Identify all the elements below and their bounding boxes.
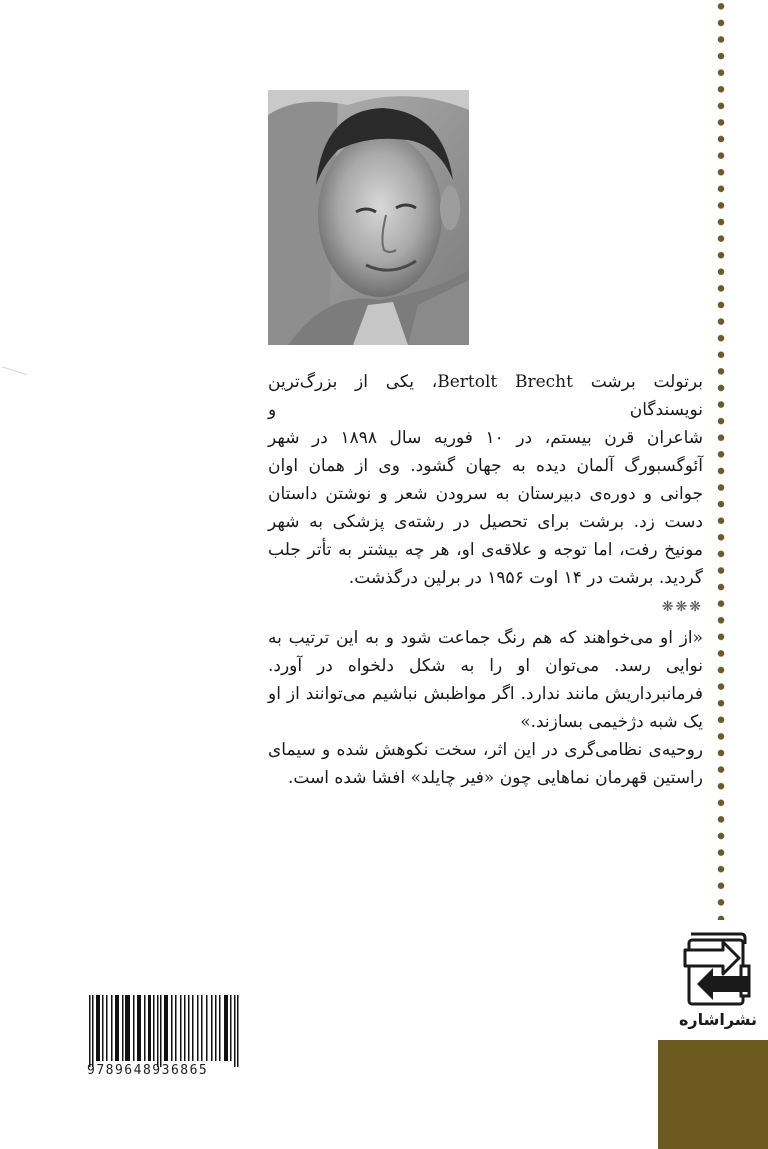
- book-arrows-icon: [683, 928, 753, 1008]
- commentary: [268, 736, 703, 792]
- bio-line: گردید. برشت در ۱۴ اوت ۱۹۵۶ در برلین درگذشت.: [348, 568, 703, 588]
- bio-line: شاعران قرن بیستم، در ۱۰ فوریه سال ۱۸۹۸ در شهر: [268, 428, 703, 448]
- author-bio: [268, 368, 703, 592]
- bio-line: آئوگسبورگ آلمان دیده به جهان گشود. وی از همان اوان: [268, 456, 703, 476]
- commentary-line: راستین قهرمان نماهایی چون «فیر چایلد» افشا شده است.: [287, 768, 703, 788]
- scratch-mark: [0, 366, 27, 384]
- bio-line: دست زد. برشت برای تحصیل در رشته‌ی پزشکی به شهر: [268, 512, 703, 532]
- quote-line: فرمانبرداریش مانند ندارد. اگر مواظبش نباشیم می‌توانند از او: [268, 684, 703, 704]
- quote-line: یک شبه دژخیمی بسازند.»: [520, 712, 703, 732]
- portrait-image: [268, 90, 469, 345]
- bio-line: برتولت برشت Bertolt Brecht، یکی از بزرگ‌ترین نویسندگان و: [268, 372, 703, 420]
- bio-line: مونیخ رفت، اما توجه و علاقه‌ی او، هر چه بیشتر به تأتر جلب: [268, 540, 703, 560]
- isbn-barcode: [87, 995, 242, 1081]
- dotted-border: [716, 0, 726, 920]
- quote-line: «از او می‌خواهند که هم رنگ جماعت شود و به این ترتیب به: [268, 628, 703, 648]
- barcode-icon: [87, 995, 242, 1067]
- isbn-digits: 9789648936865: [87, 1063, 209, 1078]
- publisher-name: نشراشاره: [678, 1010, 758, 1029]
- quote-line: نوایی رسد. می‌توان او را به شکل دلخواه در آورد.: [268, 656, 703, 676]
- commentary-line: روحیه‌ی نظامی‌گری در این اثر، سخت نکوهش شده و سیمای: [268, 740, 703, 760]
- author-photo: [268, 90, 469, 345]
- section-separator: ❋❋❋: [661, 599, 703, 615]
- back-cover-text: [268, 368, 703, 792]
- bio-line: جوانی و دوره‌ی دبیرستان به سرودن شعر و نوشتن داستان: [268, 484, 703, 504]
- book-quote: [268, 624, 703, 736]
- spine-color-block: [658, 1040, 768, 1149]
